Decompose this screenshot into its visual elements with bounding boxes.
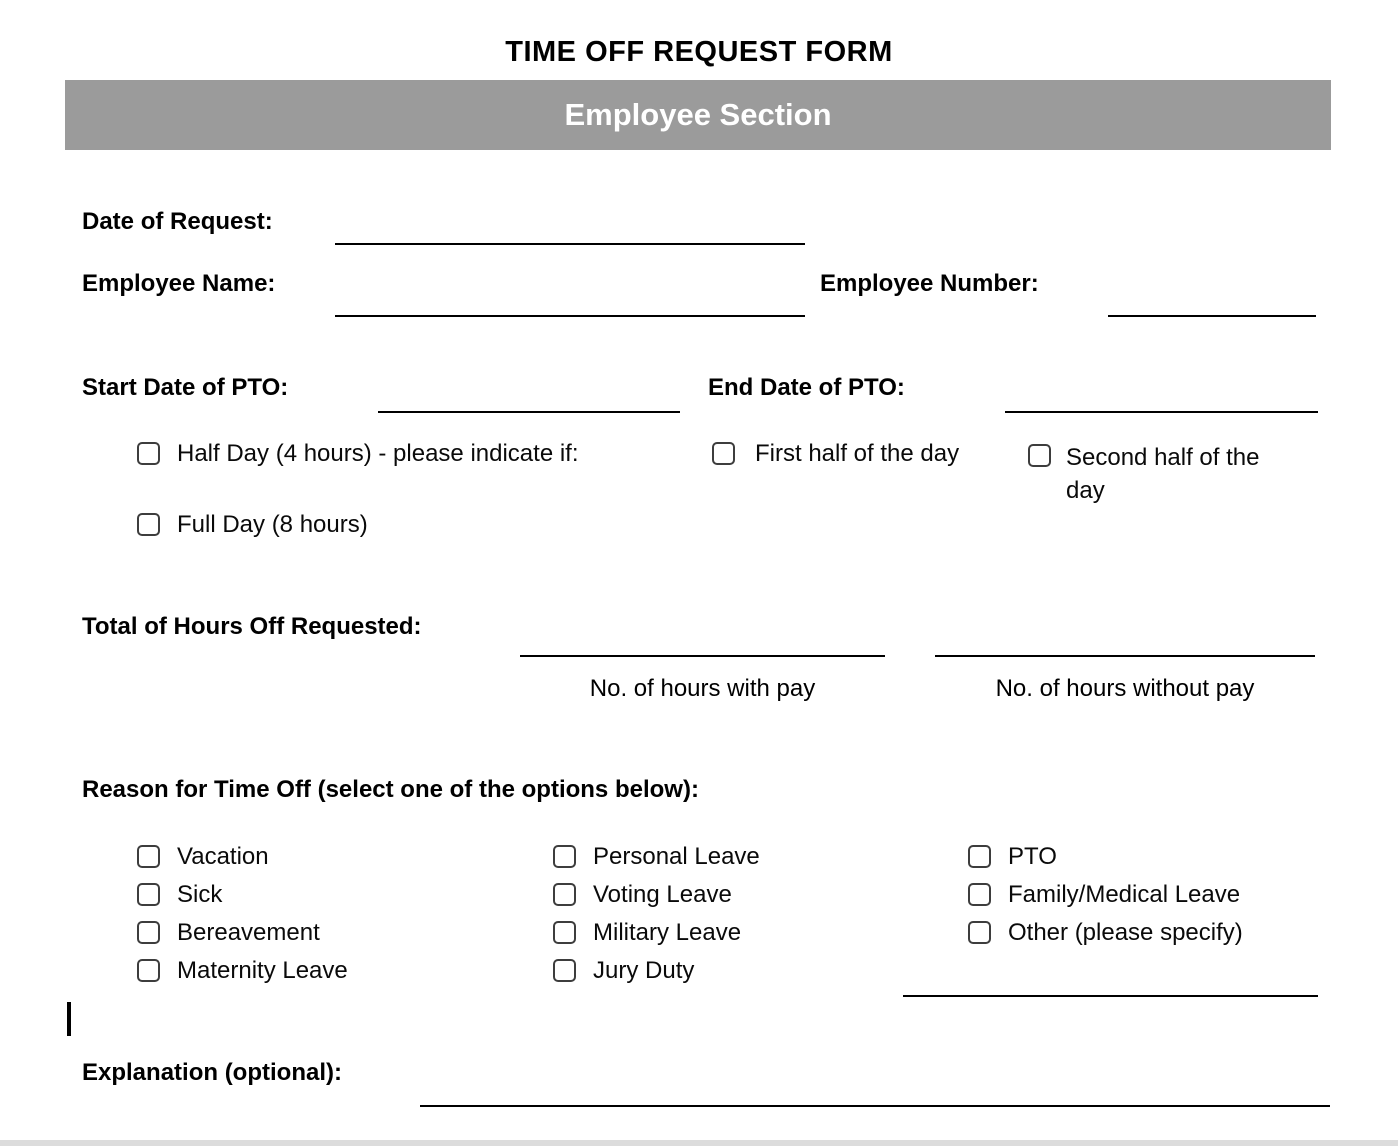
second-half-label: Second half of the day xyxy=(1066,444,1260,504)
end-date-label: End Date of PTO: xyxy=(708,374,905,401)
bereavement-label: Bereavement xyxy=(177,919,320,946)
other-label: Other (please specify) xyxy=(1008,919,1243,946)
date-of-request-label: Date of Request: xyxy=(82,208,273,235)
pto-checkbox[interactable] xyxy=(968,845,991,868)
bereavement-checkbox[interactable] xyxy=(137,921,160,944)
reason-label: Reason for Time Off (select one of the options below): xyxy=(82,776,699,803)
half-day-checkbox[interactable] xyxy=(137,442,160,465)
employee-section-banner xyxy=(65,80,1331,150)
vacation-checkbox[interactable] xyxy=(137,845,160,868)
half-day-label: Half Day (4 hours) - please indicate if: xyxy=(177,440,579,467)
military-leave-label: Military Leave xyxy=(593,919,742,946)
end-date-input[interactable] xyxy=(1005,385,1318,413)
full-day-checkbox[interactable] xyxy=(137,513,160,536)
hours-without-pay-caption: No. of hours without pay xyxy=(995,675,1255,702)
hours-with-pay-input[interactable] xyxy=(520,629,885,657)
military-leave-checkbox[interactable] xyxy=(553,921,576,944)
personal-leave-checkbox[interactable] xyxy=(553,845,576,868)
employee-number-input[interactable] xyxy=(1108,289,1316,317)
maternity-leave-checkbox[interactable] xyxy=(137,959,160,982)
jury-duty-checkbox[interactable] xyxy=(553,959,576,982)
start-date-label: Start Date of PTO: xyxy=(82,374,289,401)
page-bottom-edge xyxy=(0,1140,1398,1146)
date-of-request-input[interactable] xyxy=(335,217,805,245)
family-medical-leave-label: Family/Medical Leave xyxy=(1008,881,1241,908)
explanation-label: Explanation (optional): xyxy=(82,1059,342,1086)
second-half-checkbox[interactable] xyxy=(1028,444,1051,467)
first-half-label: First half of the day xyxy=(755,440,960,467)
employee-number-label: Employee Number: xyxy=(820,270,1039,297)
hours-without-pay-input[interactable] xyxy=(935,629,1315,657)
pto-label: PTO xyxy=(1008,843,1057,870)
total-hours-label: Total of Hours Off Requested: xyxy=(82,613,422,640)
sick-checkbox[interactable] xyxy=(137,883,160,906)
form-title: TIME OFF REQUEST FORM xyxy=(505,36,893,68)
start-date-input[interactable] xyxy=(378,385,680,413)
jury-duty-label: Jury Duty xyxy=(593,957,695,984)
sick-label: Sick xyxy=(177,881,223,908)
maternity-leave-label: Maternity Leave xyxy=(177,957,348,984)
other-specify-input[interactable] xyxy=(903,969,1318,997)
text-cursor xyxy=(67,1002,71,1036)
employee-name-label: Employee Name: xyxy=(82,270,276,297)
other-checkbox[interactable] xyxy=(968,921,991,944)
hours-with-pay-caption: No. of hours with pay xyxy=(589,675,816,702)
employee-name-input[interactable] xyxy=(335,289,805,317)
first-half-checkbox[interactable] xyxy=(712,442,735,465)
full-day-label: Full Day (8 hours) xyxy=(177,511,368,538)
voting-leave-label: Voting Leave xyxy=(593,881,732,908)
voting-leave-checkbox[interactable] xyxy=(553,883,576,906)
explanation-input[interactable] xyxy=(420,1079,1330,1107)
vacation-label: Vacation xyxy=(177,843,269,870)
employee-section-header: Employee Section xyxy=(564,97,832,132)
personal-leave-label: Personal Leave xyxy=(593,843,760,870)
family-medical-leave-checkbox[interactable] xyxy=(968,883,991,906)
